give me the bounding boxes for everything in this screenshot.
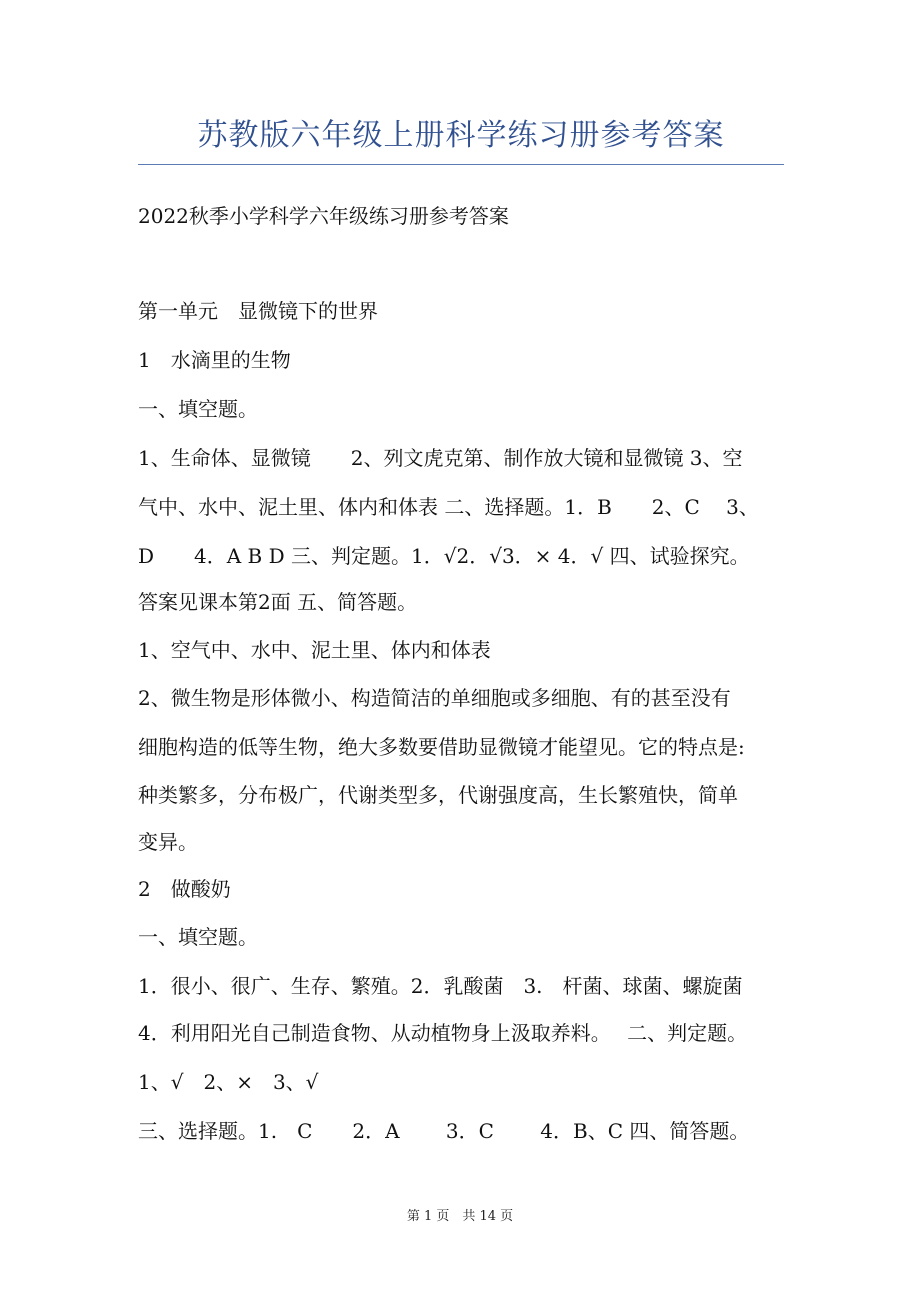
page-number-footer: 第 1 页 共 14 页 xyxy=(406,1209,514,1224)
text-line: 2 做酸奶 xyxy=(138,877,231,901)
document-subtitle: 2022秋季小学科学六年级练习册参考答案 xyxy=(138,204,509,228)
document-title: 苏教版六年级上册科学练习册参考答案 xyxy=(197,118,725,153)
text-line: 三、选择题。1. C 2．A 3．C 4．B、C 四、简答题。 xyxy=(138,1119,750,1143)
text-line: 气中、水中、泥土里、体内和体表 二、选择题。1．B 2、C 3、 xyxy=(138,495,759,519)
text-line: 细胞构造的低等生物，绝大多数要借助显微镜才能望见。它的特点是: xyxy=(138,735,745,759)
text-line: 答案见课本第2面 五、简答题。 xyxy=(138,590,418,614)
text-line: 1 水滴里的生物 xyxy=(138,348,291,372)
text-line: 一、填空题。 xyxy=(138,397,258,421)
title-divider xyxy=(138,164,784,165)
text-line: D 4．A B D 三、判定题。1．√2．√3．× 4．√ 四、试验探究。 xyxy=(138,544,750,568)
text-line: 1、空气中、水中、泥土里、体内和体表 xyxy=(138,638,491,662)
text-line: 2、微生物是形体微小、构造简洁的单细胞或多细胞、有的甚至没有 xyxy=(138,686,731,710)
text-line: 1．很小、很广、生存、繁殖。2．乳酸菌 3. 杆菌、球菌、螺旋菌 xyxy=(138,974,743,998)
text-line: 种类繁多，分布极广，代谢类型多，代谢强度高，生长繁殖快，简单 xyxy=(138,783,738,807)
text-line: 1、√ 2、× 3、√ xyxy=(138,1070,319,1094)
text-line: 1、生命体、显微镜 2、列文虎克第、制作放大镜和显微镜 3、空 xyxy=(138,446,743,470)
text-line: 第一单元 显微镜下的世界 xyxy=(138,299,378,323)
text-line: 一、填空题。 xyxy=(138,925,258,949)
text-line: 4．利用阳光自己制造食物、从动植物身上汲取养料。 二、判定题。 xyxy=(138,1021,748,1045)
text-line: 变异。 xyxy=(138,830,198,854)
